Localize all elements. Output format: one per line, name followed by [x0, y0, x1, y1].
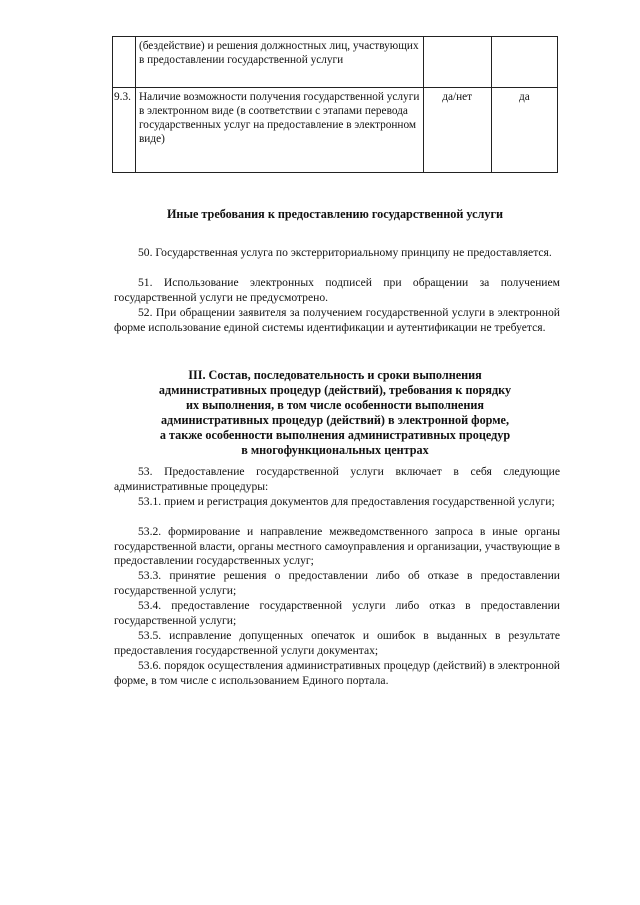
row-value-cell: да — [491, 88, 557, 173]
section-heading-other-requirements: Иные требования к предоставлению государственной услуги — [166, 207, 504, 221]
heading-line: административных процедур (действий) в электронной форме, — [160, 413, 510, 427]
heading-line: III. Состав, последовательность и сроки выполнения — [188, 368, 482, 382]
paragraph-text: 53.1. прием и регистрация документов для предоставления государственной услуги; — [138, 495, 555, 508]
paragraph-52 — [114, 306, 560, 335]
row-number-cell — [113, 37, 136, 88]
paragraph-text: 51. Использование электронных подписей при обращении за получением государственной услуги не предусмотрено. — [114, 276, 560, 304]
paragraph-text: 53.2. формирование и направление межведомственного запроса в иные органы государственной власти, органы местного самоуправления и организации, участвующие в предоставлении государственных услуг; — [114, 525, 560, 568]
row-description-cell: Наличие возможности получения государственной услуги в электронном виде (в соответствии с этапами перевода государственных услуг на предоставление в электронном виде) — [135, 88, 423, 173]
table-row — [113, 88, 558, 173]
paragraph-53-5 — [114, 629, 560, 658]
paragraph-53-6 — [114, 659, 560, 688]
paragraph-53-4 — [114, 599, 560, 628]
paragraph-text: 53.6. порядок осуществления административных процедур (действий) в электронной форме, в том числе с использованием Единого портала. — [114, 659, 560, 687]
paragraph-text: 52. При обращении заявителя за получением государственной услуги в электронной форме использование единой системы идентификации и аутентификации не требуется. — [114, 306, 560, 334]
paragraph-50 — [114, 246, 560, 261]
heading-line: а также особенности выполнения административных процедур — [159, 428, 511, 442]
paragraph-text: 53.3. принятие решения о предоставлении либо об отказе в предоставлении государственной услуги; — [114, 569, 560, 597]
paragraph-text: 53.5. исправление допущенных опечаток и ошибок в выданных в результате предоставления государственной услуги документах; — [114, 629, 560, 657]
row-description-cell: (бездействие) и решения должностных лиц, участвующих в предоставлении государственной услуги — [135, 37, 423, 88]
heading-line: административных процедур (действий), требования к порядку — [158, 383, 512, 397]
paragraph-53 — [114, 465, 560, 494]
heading-line: в многофункциональных центрах — [241, 443, 429, 457]
row-unit-cell: да/нет — [423, 88, 491, 173]
heading-line: их выполнения, в том числе особенности выполнения — [186, 398, 484, 412]
section-heading-iii — [112, 368, 558, 458]
paragraph-text: 53.4. предоставление государственной услуги либо отказ в предоставлении государственной услуги; — [114, 599, 560, 627]
paragraph-53-2 — [114, 525, 560, 569]
paragraph-53-3 — [114, 569, 560, 598]
row-unit-cell — [423, 37, 491, 88]
row-value-cell — [491, 37, 557, 88]
indicators-table — [112, 36, 558, 173]
row-number-cell: 9.3. — [113, 88, 136, 173]
paragraph-53-1 — [114, 495, 560, 510]
paragraph-text: 50. Государственная услуга по экстерриториальному принципу не предоставляется. — [138, 246, 552, 259]
paragraph-text: 53. Предоставление государственной услуги включает в себя следующие административные процедуры: — [114, 465, 560, 493]
paragraph-51 — [114, 276, 560, 305]
table-row — [113, 37, 558, 88]
